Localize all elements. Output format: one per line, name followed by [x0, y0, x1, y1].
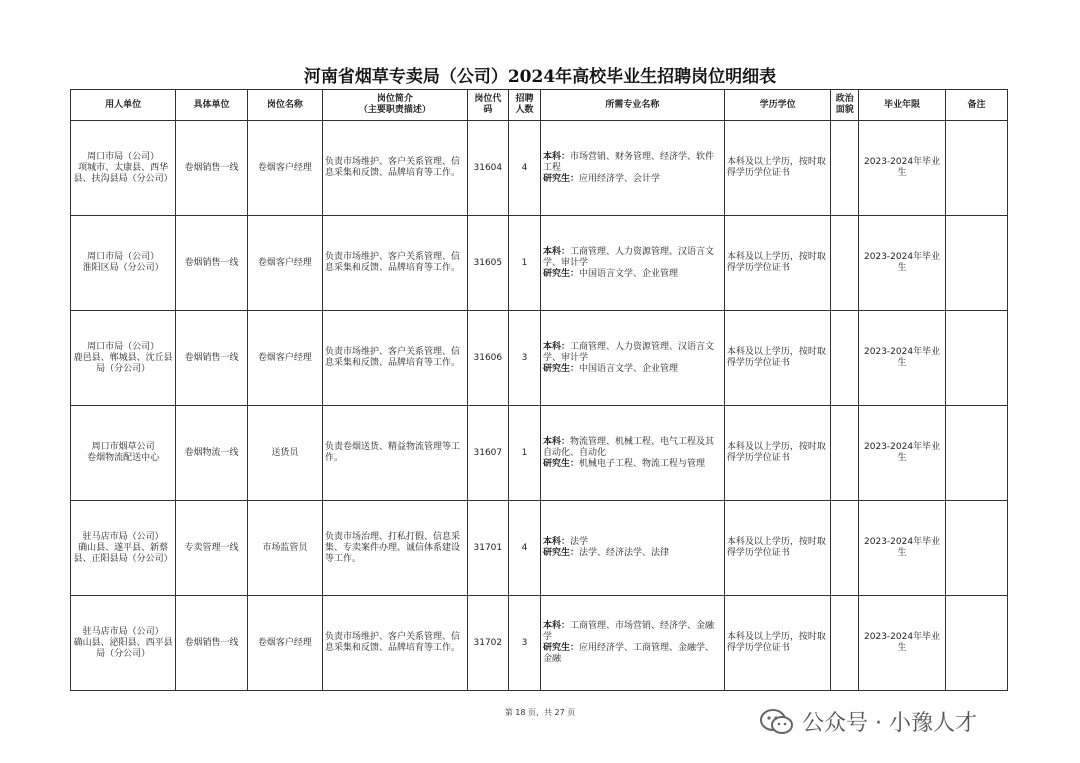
- position-cell: 卷烟客户经理: [247, 216, 322, 311]
- grad-label: 研究生：: [543, 173, 580, 184]
- grad-majors: 应用经济学、会计学: [579, 173, 661, 184]
- undergrad-majors: 工商管理、人力资源管理、汉语言文学、审计学: [543, 341, 715, 363]
- unit-cell: 卷烟销售一线: [176, 216, 247, 311]
- remark-cell: [945, 121, 1007, 216]
- code-cell: 31607: [467, 406, 508, 501]
- header-row: [71, 90, 1008, 121]
- undergrad-label: 本科：: [543, 436, 571, 447]
- undergrad-label: 本科：: [543, 537, 571, 547]
- majors-cell: [541, 501, 725, 596]
- remark-cell: [945, 501, 1007, 596]
- unit-cell: 卷烟销售一线: [176, 596, 247, 691]
- undergrad-label: 本科：: [543, 621, 571, 631]
- code-cell: 31605: [467, 216, 508, 311]
- degree-cell: 本科及以上学历，按时取得学历学位证书: [724, 121, 830, 216]
- grad-label: 研究生：: [543, 458, 580, 469]
- majors-cell: [541, 596, 725, 691]
- column-header: 具体单位: [176, 90, 247, 121]
- code-cell: 31702: [467, 596, 508, 691]
- position-cell: 市场监管员: [247, 501, 322, 596]
- table-row: [71, 501, 1008, 596]
- remark-cell: [945, 216, 1007, 311]
- degree-cell: 本科及以上学历，按时取得学历学位证书: [724, 501, 830, 596]
- column-header: 岗位简介 （主要职责描述）: [323, 90, 468, 121]
- column-header: 招聘 人数: [508, 90, 540, 121]
- column-header: 所需专业名称: [541, 90, 725, 121]
- grad-year-cell: 2023-2024年毕业生: [859, 501, 946, 596]
- grad-label: 研究生：: [543, 643, 580, 653]
- employer-cell: 驻马店市局（公司） 确山县、遂平县、新蔡县、正阳县局（分公司）: [71, 501, 176, 596]
- page-footer: 第 18 页，共 27 页: [504, 708, 576, 717]
- column-header: 备注: [945, 90, 1007, 121]
- table-row: [71, 596, 1008, 691]
- grad-majors: 法学、经济法学、法律: [579, 548, 670, 558]
- political-cell: [831, 596, 859, 691]
- grad-majors: 机械电子工程、物流工程与管理: [579, 458, 706, 469]
- majors-cell: [541, 311, 725, 406]
- description-cell: 负责市场维护、客户关系管理、信息采集和反馈、品牌培育等工作。: [323, 121, 468, 216]
- political-cell: [831, 406, 859, 501]
- grad-label: 研究生：: [543, 548, 580, 558]
- table-row: [71, 406, 1008, 501]
- grad-year-cell: 2023-2024年毕业生: [859, 596, 946, 691]
- unit-cell: 卷烟物流一线: [176, 406, 247, 501]
- undergrad-label: 本科：: [543, 341, 571, 352]
- grad-year-cell: 2023-2024年毕业生: [859, 216, 946, 311]
- wechat-icon: [760, 708, 794, 736]
- employer-cell: 驻马店市局（公司） 确山县、泌阳县、西平县局（分公司）: [71, 596, 176, 691]
- column-header: 用人单位: [71, 90, 176, 121]
- majors-cell: [541, 121, 725, 216]
- political-cell: [831, 121, 859, 216]
- employer-cell: 周口市局（公司） 项城市、太康县、西华县、扶沟县局（分公司）: [71, 121, 176, 216]
- grad-year-cell: 2023-2024年毕业生: [859, 311, 946, 406]
- remark-cell: [945, 406, 1007, 501]
- undergrad-majors: 工商管理、人力资源管理、汉语言文学、审计学: [543, 246, 715, 268]
- code-cell: 31604: [467, 121, 508, 216]
- degree-cell: 本科及以上学历，按时取得学历学位证书: [724, 311, 830, 406]
- grad-label: 研究生：: [543, 363, 580, 374]
- column-header: 岗位代 码: [467, 90, 508, 121]
- undergrad-majors: 市场营销、财务管理、经济学、软件工程: [543, 151, 715, 173]
- grad-majors: 中国语言文学、企业管理: [579, 268, 679, 279]
- employer-cell: 周口市局（公司） 鹿邑县、郸城县、沈丘县局（分公司）: [71, 311, 176, 406]
- unit-cell: 卷烟销售一线: [176, 121, 247, 216]
- grad-label: 研究生：: [543, 268, 580, 279]
- column-header: 学历学位: [724, 90, 830, 121]
- description-cell: 负责市场维护、客户关系管理、信息采集和反馈、品牌培育等工作。: [323, 311, 468, 406]
- majors-cell: [541, 216, 725, 311]
- remark-cell: [945, 596, 1007, 691]
- table-row: [71, 311, 1008, 406]
- code-cell: 31606: [467, 311, 508, 406]
- undergrad-label: 本科：: [543, 151, 571, 162]
- document-title: 河南省烟草专卖局（公司）2024年高校毕业生招聘岗位明细表: [303, 67, 777, 87]
- employer-cell: 周口市局（公司） 淮阳区局（分公司）: [71, 216, 176, 311]
- political-cell: [831, 216, 859, 311]
- table-row: [71, 121, 1008, 216]
- grad-majors: 中国语言文学、企业管理: [579, 363, 679, 374]
- degree-cell: 本科及以上学历，按时取得学历学位证书: [724, 406, 830, 501]
- description-cell: 负责市场治理、打私打假、信息采集、专卖案件办理、诚信体系建设等工作。: [323, 501, 468, 596]
- undergrad-majors: 法学: [570, 537, 589, 547]
- watermark: [760, 706, 977, 737]
- column-header: 政治 面貌: [831, 90, 859, 121]
- grad-majors: 应用经济学、工商管理、金融学、金融: [543, 643, 715, 664]
- count-cell: 3: [508, 311, 540, 406]
- position-cell: 送货员: [247, 406, 322, 501]
- position-cell: 卷烟客户经理: [247, 311, 322, 406]
- remark-cell: [945, 311, 1007, 406]
- count-cell: 4: [508, 501, 540, 596]
- unit-cell: 卷烟销售一线: [176, 311, 247, 406]
- description-cell: 负责市场维护、客户关系管理、信息采集和反馈、品牌培育等工作。: [323, 216, 468, 311]
- grad-year-cell: 2023-2024年毕业生: [859, 121, 946, 216]
- column-header: 岗位名称: [247, 90, 322, 121]
- unit-cell: 专卖管理一线: [176, 501, 247, 596]
- watermark-text: 公众号 · 小豫人才: [802, 711, 977, 736]
- description-cell: 负责市场维护、客户关系管理、信息采集和反馈、品牌培育等工作。: [323, 596, 468, 691]
- grad-year-cell: 2023-2024年毕业生: [859, 406, 946, 501]
- undergrad-label: 本科：: [543, 246, 571, 257]
- count-cell: 3: [508, 596, 540, 691]
- employer-cell: 周口市烟草公司 卷烟物流配送中心: [71, 406, 176, 501]
- majors-cell: [541, 406, 725, 501]
- column-header: 毕业年限: [859, 90, 946, 121]
- positions-table: [70, 89, 1008, 691]
- count-cell: 1: [508, 406, 540, 501]
- degree-cell: 本科及以上学历，按时取得学历学位证书: [724, 596, 830, 691]
- code-cell: 31701: [467, 501, 508, 596]
- political-cell: [831, 501, 859, 596]
- count-cell: 4: [508, 121, 540, 216]
- political-cell: [831, 311, 859, 406]
- count-cell: 1: [508, 216, 540, 311]
- undergrad-majors: 工商管理、市场营销、经济学、金融学: [543, 621, 715, 642]
- undergrad-majors: 物流管理、机械工程、电气工程及其自动化、自动化: [543, 436, 715, 458]
- description-cell: 负责卷烟送货、精益物流管理等工作。: [323, 406, 468, 501]
- degree-cell: 本科及以上学历，按时取得学历学位证书: [724, 216, 830, 311]
- position-cell: 卷烟客户经理: [247, 121, 322, 216]
- position-cell: 卷烟客户经理: [247, 596, 322, 691]
- table-row: [71, 216, 1008, 311]
